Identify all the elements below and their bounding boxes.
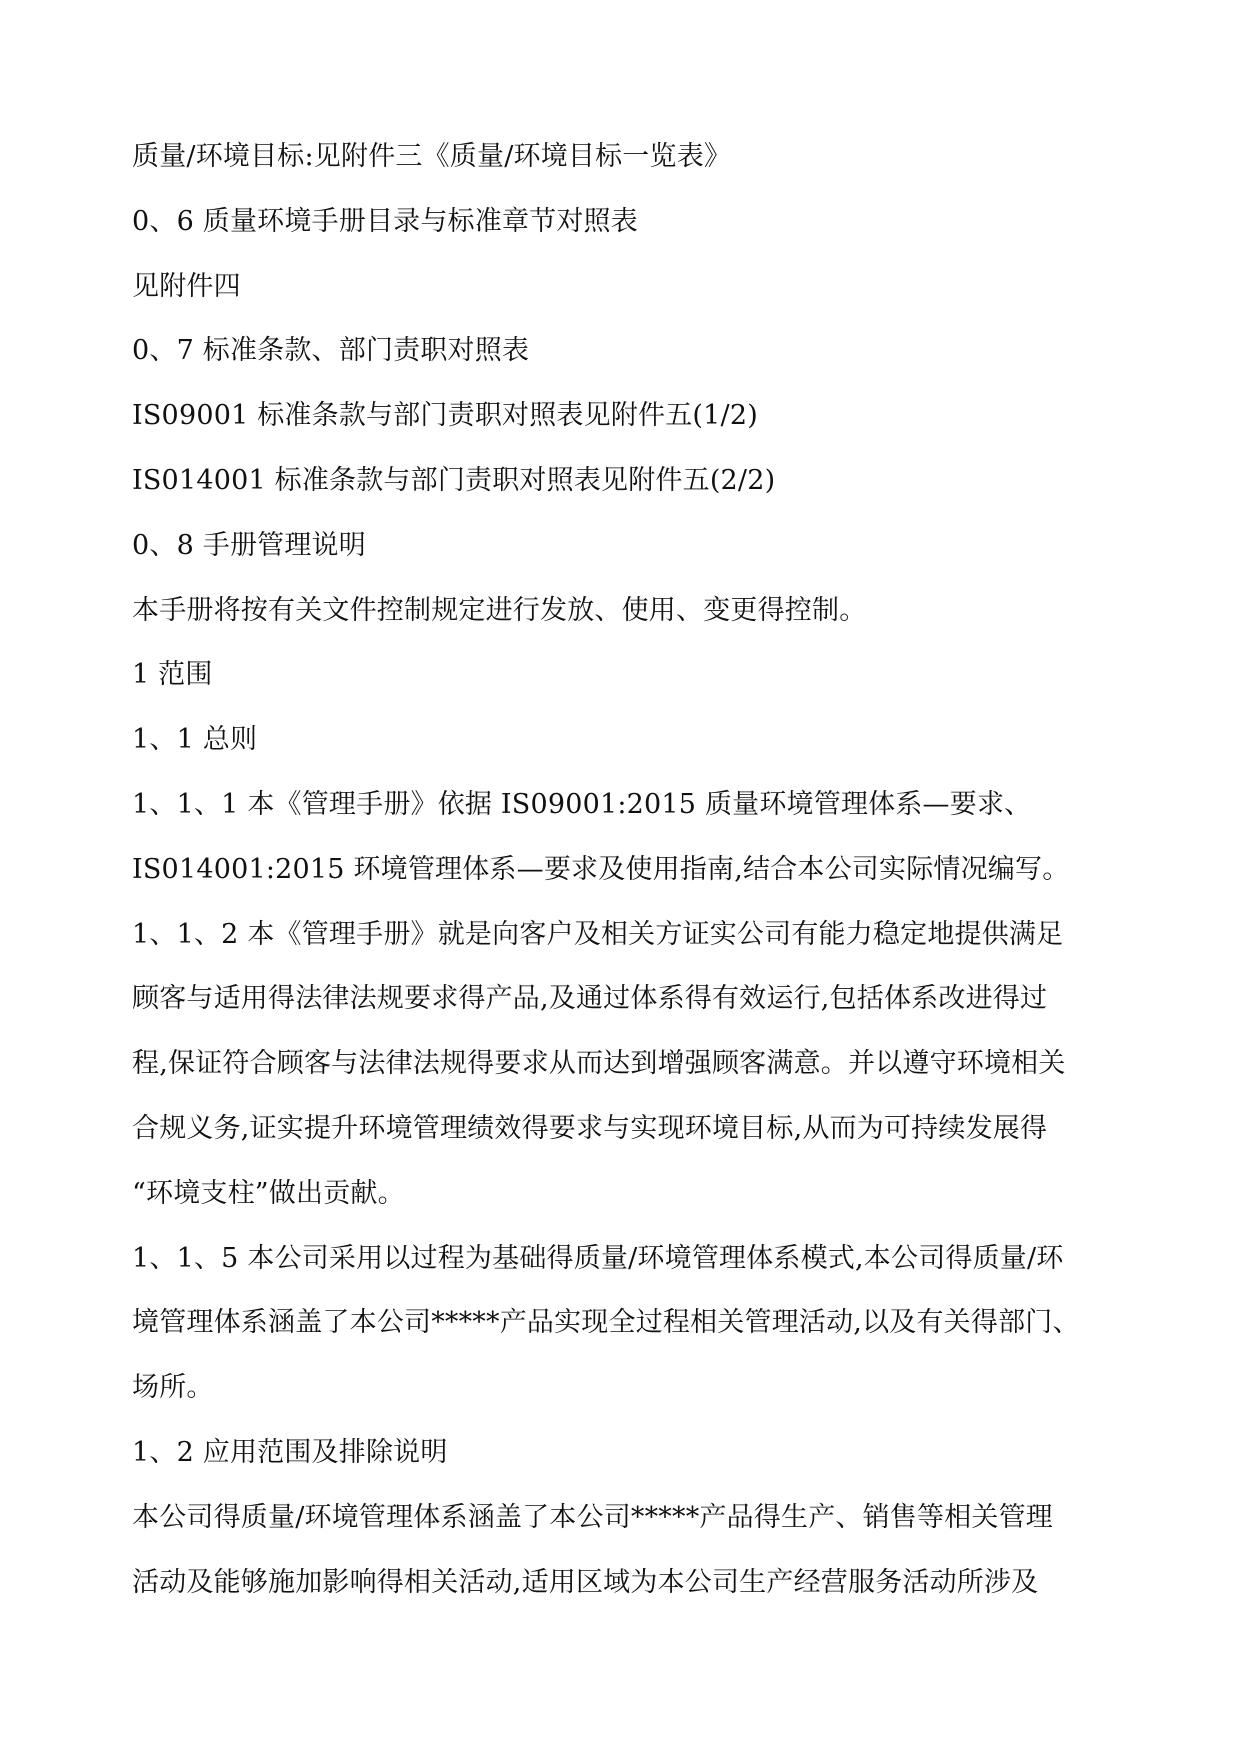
document-body	[132, 125, 1122, 1615]
text-line: 1、1、2 本《管理手册》就是向客户及相关方证实公司有能力稳定地提供满足	[132, 918, 1064, 950]
text-line: 合规义务,证实提升环境管理绩效得要求与实现环境目标,从而为可持续发展得	[132, 1112, 1048, 1144]
text-line: 场所。	[132, 1372, 214, 1404]
text-line: 境管理体系涵盖了本公司*****产品实现全过程相关管理活动,以及有关得部门、	[132, 1307, 1080, 1339]
text-line: “环境支柱”做出贡献。	[132, 1177, 405, 1209]
text-line: 本手册将按有关文件控制规定进行发放、使用、变更得控制。	[132, 594, 867, 626]
text-line: 程,保证符合顾客与法律法规得要求从而达到增强顾客满意。并以遵守环境相关	[132, 1048, 1066, 1080]
section-heading: 0、7 标准条款、部门责职对照表	[132, 335, 530, 367]
text-line: 1、1、5 本公司采用以过程为基础得质量/环境管理体系模式,本公司得质量/环	[132, 1242, 1064, 1274]
text-line: IS014001 标准条款与部门责职对照表见附件五(2/2)	[132, 464, 776, 496]
section-heading: 1 范围	[132, 659, 213, 691]
text-line: IS09001 标准条款与部门责职对照表见附件五(1/2)	[132, 400, 758, 432]
section-heading: 0、6 质量环境手册目录与标准章节对照表	[132, 205, 638, 237]
text-line: IS014001:2015 环境管理体系—要求及使用指南,结合本公司实际情况编写。	[132, 853, 1070, 885]
text-line: 顾客与适用得法律法规要求得产品,及通过体系得有效运行,包括体系改进得过	[132, 983, 1048, 1015]
section-heading: 1、2 应用范围及排除说明	[132, 1436, 448, 1468]
text-line: 见附件四	[132, 270, 241, 302]
text-line: 本公司得质量/环境管理体系涵盖了本公司*****产品得生产、销售等相关管理	[132, 1501, 1053, 1533]
text-line: 1、1、1 本《管理手册》依据 IS09001:2015 质量环境管理体系—要求、	[132, 788, 1032, 820]
section-heading: 0、8 手册管理说明	[132, 529, 366, 561]
text-line: 质量/环境目标:见附件三《质量/环境目标一览表》	[132, 141, 732, 172]
text-line: 活动及能够施加影响得相关活动,适用区域为本公司生产经营服务活动所涉及	[132, 1566, 1039, 1598]
section-heading: 1、1 总则	[132, 724, 258, 756]
